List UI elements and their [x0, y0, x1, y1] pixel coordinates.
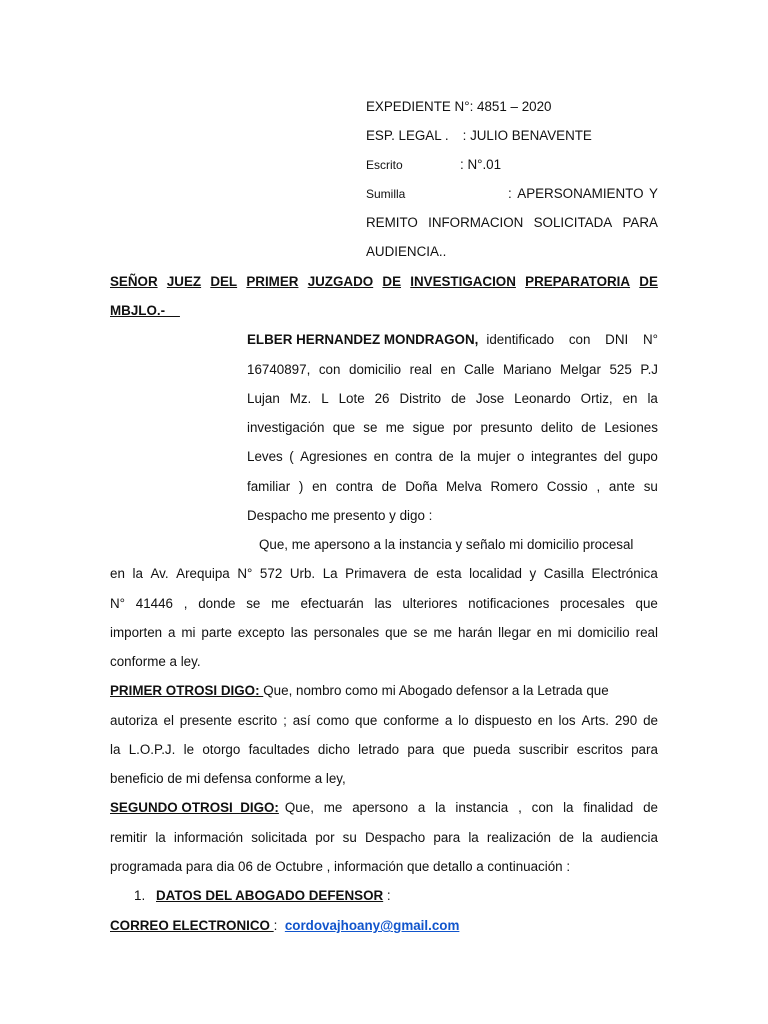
word: Que,: [284, 800, 314, 815]
word: o: [517, 449, 525, 464]
intro-line7: Despacho me presento y digo :: [247, 508, 433, 523]
word: PARA: [622, 215, 658, 230]
email-line: [110, 918, 459, 934]
esp-legal-label: ESP. LEGAL .: [366, 128, 449, 143]
word: Distrito: [399, 391, 442, 406]
expediente-line: [366, 99, 551, 115]
word: 290: [614, 713, 638, 728]
word: mi: [181, 625, 196, 640]
word: así: [292, 713, 311, 728]
word: en: [622, 391, 638, 406]
word: suscribir: [518, 742, 569, 757]
word: realización: [486, 830, 551, 845]
word: real: [409, 362, 432, 377]
word: dicho: [317, 742, 350, 757]
esp-legal-value: : JULIO BENAVENTE: [462, 128, 592, 143]
word: la: [647, 391, 658, 406]
word: REMITO: [366, 215, 418, 230]
word: en: [373, 449, 389, 464]
word: Arts.: [581, 713, 609, 728]
email-separator: :: [273, 918, 285, 933]
word: su: [643, 479, 658, 494]
word: ,: [518, 800, 522, 815]
word: remitir: [110, 830, 148, 845]
word: otorgo: [202, 742, 241, 757]
paragraph1-line4: [110, 625, 658, 641]
word: Romero: [490, 479, 539, 494]
word: de: [451, 391, 466, 406]
paragraph1-line5: conforme a ley.: [110, 654, 201, 669]
word: Primavera: [345, 566, 407, 581]
word: DEL: [210, 274, 238, 289]
word: me: [323, 800, 343, 815]
paragraph1-line1: Que, me apersono a la instancia y señalo mi domicilio procesal: [259, 537, 634, 552]
word: Jose: [475, 391, 505, 406]
word: L.O.P.J.: [128, 742, 176, 757]
paragraph1-line2: [110, 566, 658, 582]
word: harán: [457, 625, 493, 640]
sumilla-line3: AUDIENCIA..: [366, 244, 447, 259]
otrosi2-line1: [110, 800, 658, 816]
word: para: [631, 742, 658, 757]
word: autoriza: [110, 713, 158, 728]
word: dispuesto: [474, 713, 532, 728]
word: la: [582, 830, 593, 845]
word: de: [413, 566, 429, 581]
word: 41446: [135, 596, 174, 611]
word: en: [536, 625, 552, 640]
otrosi1-line1-rest: Que, nombro como mi Abogado defensor a la Letrada que: [263, 683, 609, 698]
word: contra: [395, 449, 433, 464]
word: que: [332, 420, 356, 435]
escrito-label: Escrito: [366, 158, 403, 172]
word: 26: [374, 391, 390, 406]
expediente-value: 4851 – 2020: [477, 99, 552, 114]
word: integrantes: [530, 449, 598, 464]
word: Arequipa: [176, 566, 230, 581]
word: información: [173, 830, 244, 845]
word: Mariano: [503, 362, 552, 377]
word: ulteriores: [402, 596, 458, 611]
list-item-suffix: :: [383, 888, 391, 903]
otrosi1-line4: beneficio de mi defensa conforme a ley,: [110, 771, 346, 786]
word: pueda: [473, 742, 511, 757]
word: identificado: [486, 332, 555, 347]
word: por: [452, 420, 473, 435]
otrosi2-line2: [110, 830, 658, 846]
word: con: [531, 800, 554, 815]
word: SEÑOR: [110, 274, 158, 289]
word: ante: [608, 479, 635, 494]
word: con: [318, 362, 341, 377]
word: Lesiones: [604, 420, 658, 435]
word: se: [363, 420, 378, 435]
word: la: [435, 800, 446, 815]
intro-line4: [247, 420, 658, 436]
word: las: [374, 596, 392, 611]
word: instancia: [455, 800, 509, 815]
word: que: [635, 596, 658, 611]
word: Lote: [338, 391, 365, 406]
word: me: [271, 596, 290, 611]
word: Leves: [247, 449, 283, 464]
word: importen: [110, 625, 163, 640]
word: su: [342, 830, 357, 845]
sumilla-label: Sumilla: [366, 187, 406, 201]
word: la: [132, 566, 143, 581]
word: N°: [237, 566, 253, 581]
word: a: [444, 713, 453, 728]
sumilla-line2: [366, 215, 658, 231]
word: N°: [642, 332, 658, 347]
intro-line1: [247, 332, 658, 348]
otrosi1-label: PRIMER OTROSI DIGO:: [110, 683, 264, 698]
email-label: CORREO ELECTRONICO: [110, 918, 274, 933]
word: Cossio: [546, 479, 588, 494]
word: y: [529, 566, 537, 581]
word: ,: [183, 596, 188, 611]
word: esta: [436, 566, 462, 581]
word: donde: [198, 596, 236, 611]
word: a: [417, 800, 426, 815]
list-item-label: DATOS DEL ABOGADO DEFENSOR: [156, 888, 384, 903]
word: en: [440, 362, 456, 377]
word: Doña: [405, 479, 438, 494]
word: de: [381, 479, 397, 494]
word: familiar: [247, 479, 291, 494]
word: presente: [179, 713, 232, 728]
list-item-abogado: [134, 888, 391, 904]
word: la: [460, 449, 471, 464]
word: de: [559, 830, 574, 845]
word: Agresiones: [300, 449, 368, 464]
word: localidad: [469, 566, 522, 581]
word: 525: [609, 362, 632, 377]
word: en: [537, 713, 553, 728]
otrosi2-line3: programada para dia 06 de Octubre , información que detallo a continuación :: [110, 859, 571, 874]
word: Electrónica: [591, 566, 658, 581]
word: investigación: [247, 420, 325, 435]
word: gupo: [628, 449, 658, 464]
word: DNI: [605, 332, 629, 347]
word: DE: [639, 274, 658, 289]
word: Av.: [150, 566, 169, 581]
word: Melva: [445, 479, 482, 494]
word: para: [433, 830, 461, 845]
word: como: [316, 713, 350, 728]
sumilla-line1: [508, 186, 658, 202]
word: me: [385, 420, 405, 435]
word: que: [442, 742, 465, 757]
word: 16740897,: [247, 362, 311, 377]
word: letrado: [358, 742, 400, 757]
word: sigue: [412, 420, 445, 435]
word: mujer: [477, 449, 511, 464]
word: Mz.: [289, 391, 312, 406]
word: Melgar: [559, 362, 601, 377]
word: que: [385, 625, 408, 640]
word: a: [168, 625, 176, 640]
word: por: [315, 830, 335, 845]
word: N°: [110, 596, 126, 611]
word: 572: [259, 566, 283, 581]
intro-line6: [247, 479, 658, 495]
word: contra: [335, 479, 373, 494]
word: delito: [540, 420, 573, 435]
word: (: [289, 449, 294, 464]
word: INFORMACION: [428, 215, 524, 230]
word: audiencia: [600, 830, 658, 845]
word: lo: [458, 713, 469, 728]
word: en: [312, 479, 327, 494]
word: conforme: [383, 713, 440, 728]
intro-line3: [247, 391, 658, 407]
word: JUZGADO: [307, 274, 374, 289]
word: APERSONAMIENTO: [517, 186, 644, 201]
word: con: [568, 332, 591, 347]
word: L: [321, 391, 329, 406]
word: de: [438, 449, 454, 464]
word: Leonardo: [514, 391, 571, 406]
word: la: [110, 742, 121, 757]
word: Y: [649, 186, 658, 201]
word: la: [155, 830, 166, 845]
word: de: [643, 800, 658, 815]
word: Urb.: [289, 566, 316, 581]
word: facultades: [248, 742, 310, 757]
word: INVESTIGACION: [410, 274, 516, 289]
word: PREPARATORIA: [525, 274, 631, 289]
word: excepto: [237, 625, 285, 640]
word: se: [413, 625, 428, 640]
intro-line1-rest: [486, 332, 658, 348]
otrosi2-label: SEGUNDO OTROSI DIGO:: [110, 800, 279, 815]
intro-line2: [247, 362, 658, 378]
word: Lujan: [247, 391, 280, 406]
addressee-line1: [110, 274, 658, 290]
word: escrito: [237, 713, 278, 728]
word: DE: [382, 274, 402, 289]
word: apersono: [352, 800, 409, 815]
word: de: [643, 713, 658, 728]
word: ,: [596, 479, 601, 494]
word: llegar: [498, 625, 531, 640]
word: las: [290, 625, 308, 640]
word: en: [110, 566, 125, 581]
word: mi: [557, 625, 572, 640]
litigant-name: ELBER HERNANDEZ MONDRAGON,: [247, 332, 479, 347]
word: escritos: [576, 742, 623, 757]
word: de: [581, 420, 597, 435]
word: efectuarán: [300, 596, 364, 611]
otrosi2-line1-rest: [285, 800, 658, 816]
otrosi1-line2: [110, 713, 658, 729]
email-link[interactable]: cordovajhoany@gmail.com: [284, 918, 460, 933]
word: finalidad: [583, 800, 634, 815]
word: se: [246, 596, 261, 611]
word: domicilio: [349, 362, 402, 377]
paragraph1-line3: [110, 596, 658, 612]
word: la: [563, 800, 574, 815]
word: me: [433, 625, 453, 640]
otrosi1-line1: [110, 683, 609, 699]
word: los: [558, 713, 576, 728]
word: ;: [283, 713, 287, 728]
word: Casilla: [543, 566, 584, 581]
expediente-label: EXPEDIENTE N°:: [366, 99, 478, 114]
word: domicilio: [577, 625, 630, 640]
intro-line5: [247, 449, 658, 465]
word: La: [322, 566, 338, 581]
word: procesales: [560, 596, 625, 611]
word: Calle: [463, 362, 495, 377]
escrito-line: [366, 157, 501, 173]
word: personales: [313, 625, 380, 640]
word: que: [355, 713, 378, 728]
word: presunto: [480, 420, 533, 435]
word: solicitada: [251, 830, 308, 845]
word: para: [407, 742, 435, 757]
word: ): [298, 479, 304, 494]
sumilla-line: [366, 186, 658, 202]
word: SOLICITADA: [533, 215, 613, 230]
word: la: [468, 830, 479, 845]
word: le: [183, 742, 195, 757]
word: notificaciones: [468, 596, 550, 611]
word: PRIMER: [246, 274, 299, 289]
word: del: [603, 449, 622, 464]
word: JUEZ: [166, 274, 202, 289]
esp-legal-line: [366, 128, 592, 144]
word: el: [163, 713, 174, 728]
word: parte: [201, 625, 232, 640]
escrito-value: : N°.01: [460, 157, 502, 172]
addressee-line2: MBJLO.-: [110, 303, 180, 318]
word: real: [635, 625, 658, 640]
word: Ortiz,: [580, 391, 613, 406]
word: P.J: [640, 362, 658, 377]
otrosi1-line3: [110, 742, 658, 758]
word: Despacho: [364, 830, 426, 845]
word: :: [508, 186, 512, 201]
list-number: 1.: [134, 888, 146, 903]
